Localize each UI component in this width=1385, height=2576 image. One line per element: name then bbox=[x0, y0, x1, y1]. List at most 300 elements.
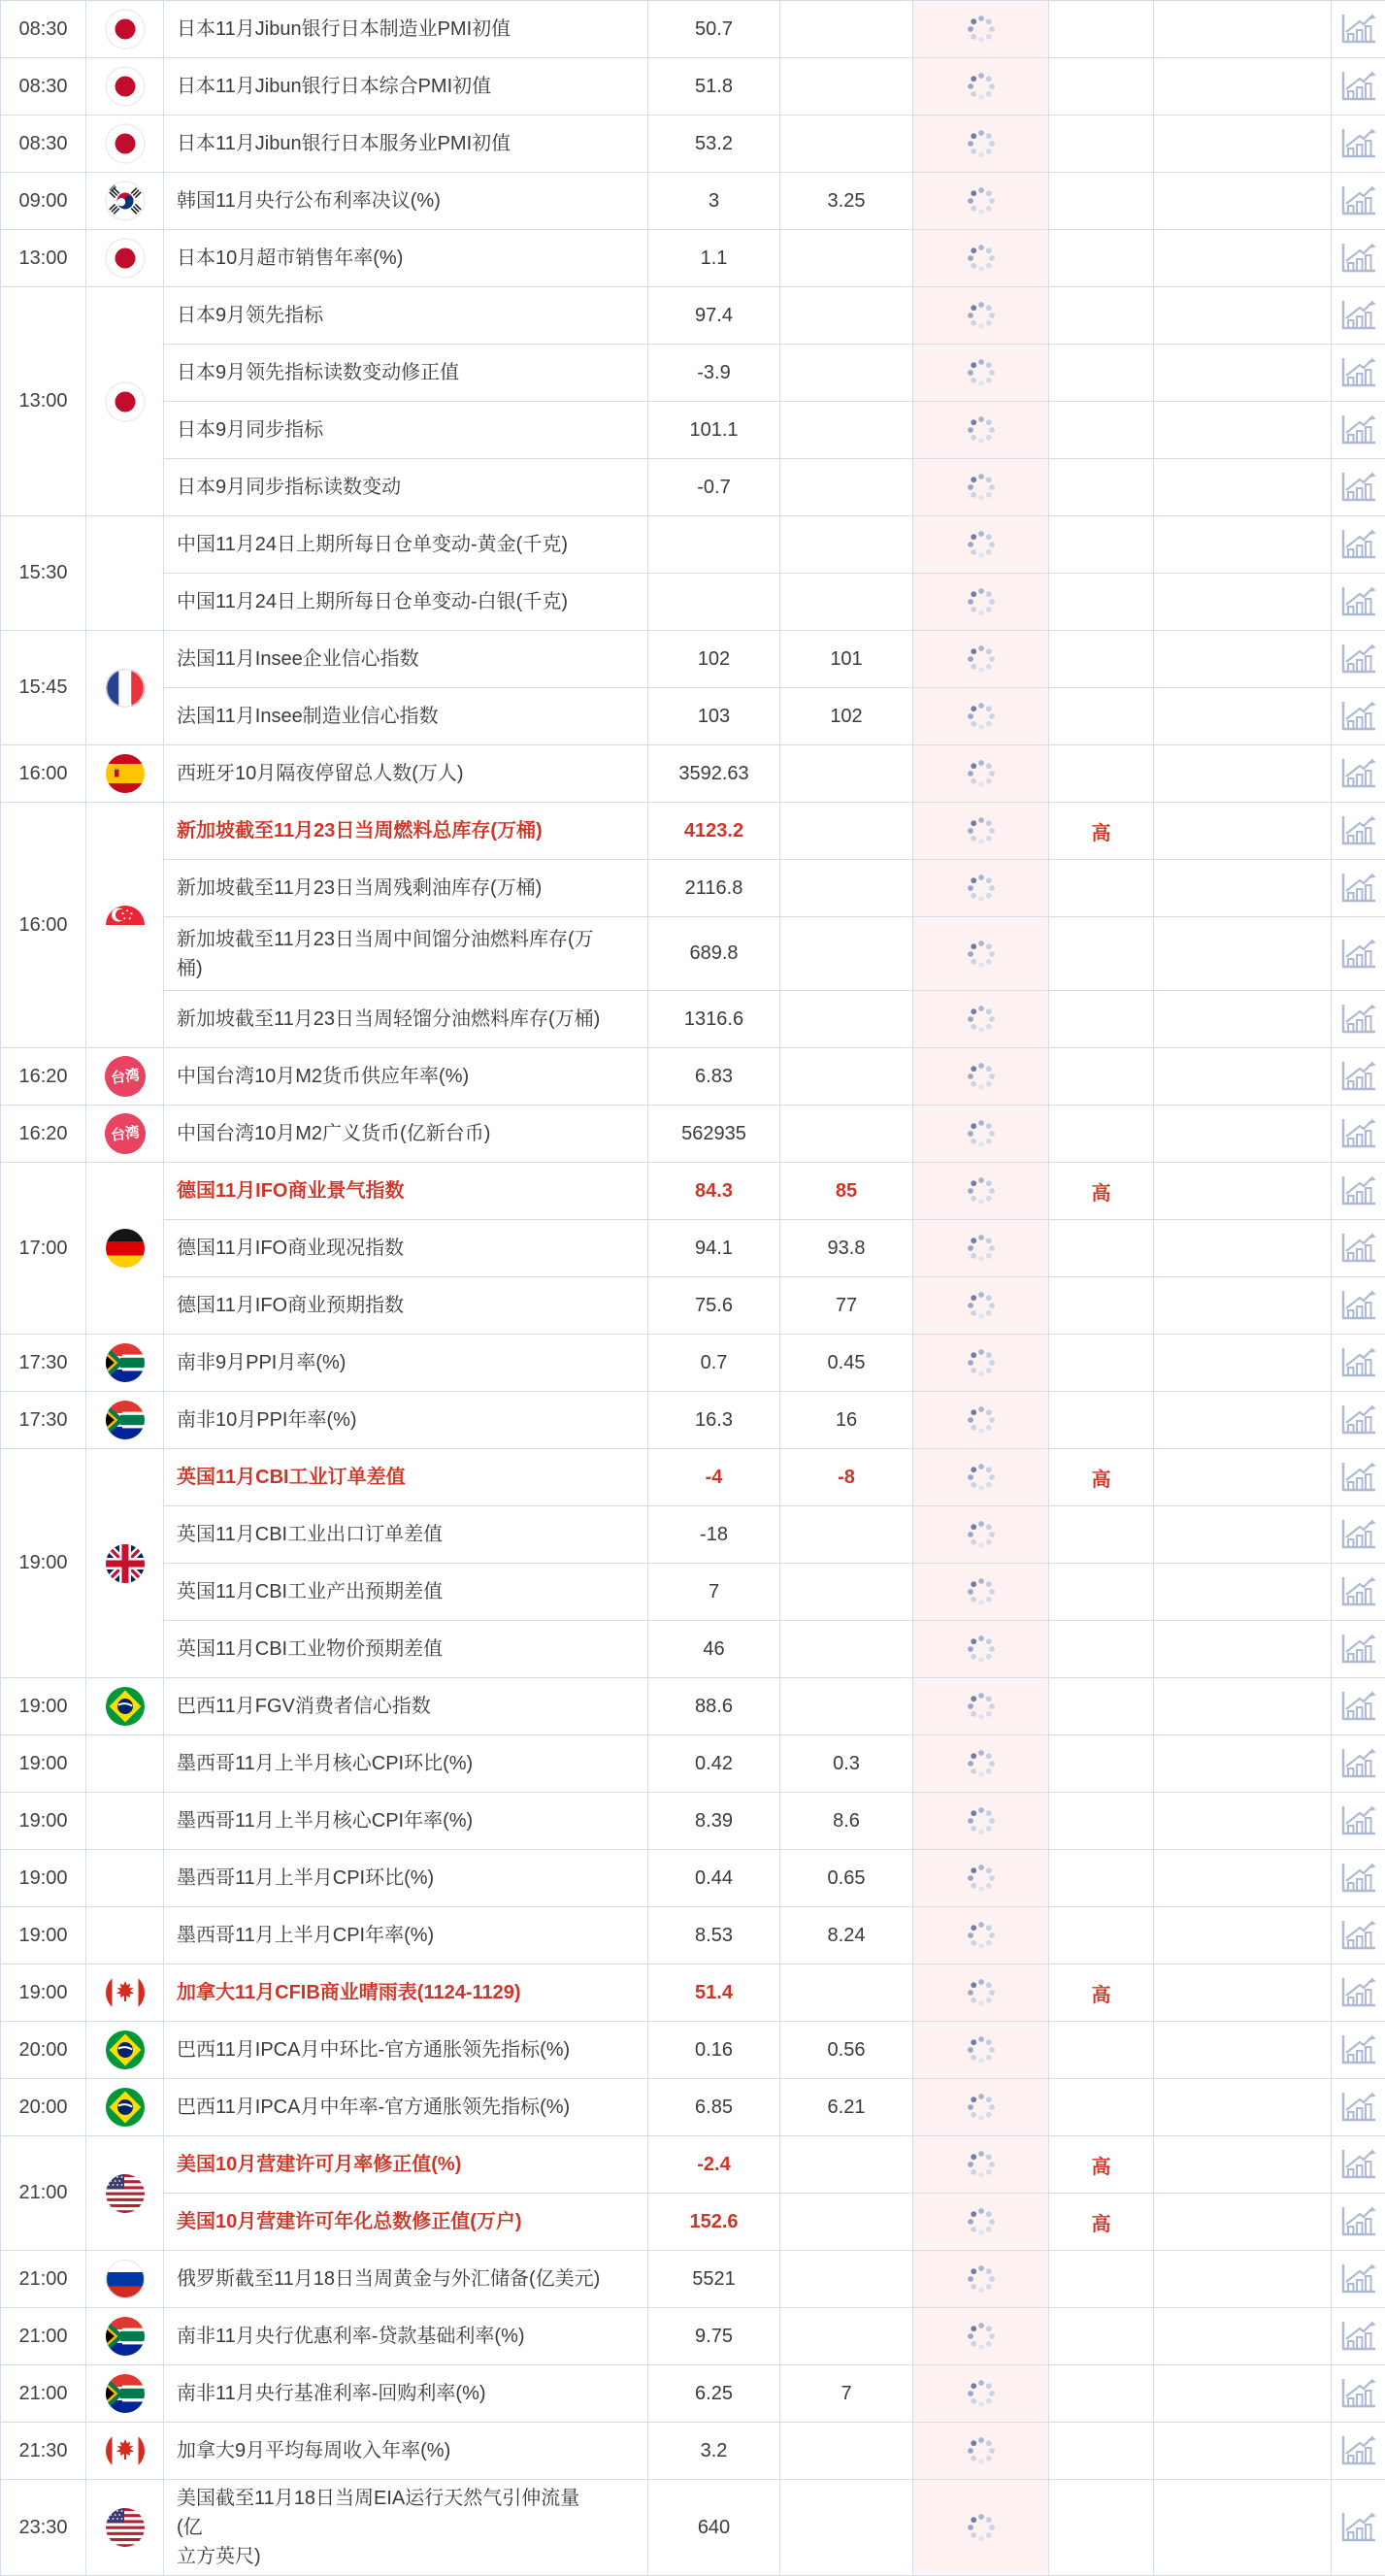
chart-icon[interactable] bbox=[1339, 2204, 1378, 2239]
chart-icon[interactable] bbox=[1339, 470, 1378, 505]
event-name: 日本9月领先指标 bbox=[177, 305, 323, 326]
importance-cell bbox=[1049, 2365, 1154, 2423]
previous-loading-cell bbox=[913, 1793, 1049, 1850]
table-row bbox=[1, 1907, 1385, 1965]
previous-loading-cell bbox=[913, 1678, 1049, 1735]
forecast-cell bbox=[780, 2251, 913, 2308]
event-name: 加拿大9月平均每周收入年率(%) bbox=[177, 2440, 450, 2461]
extra-cell bbox=[1154, 2308, 1332, 2365]
forecast-cell bbox=[780, 1106, 913, 1163]
chart-icon[interactable] bbox=[1339, 241, 1378, 276]
extra-cell bbox=[1154, 574, 1332, 631]
table-row bbox=[1, 1735, 1385, 1793]
chart-cell[interactable] bbox=[1332, 803, 1385, 860]
previous-loading-cell bbox=[913, 1392, 1049, 1449]
chart-icon[interactable] bbox=[1339, 1918, 1378, 1953]
chart-cell[interactable] bbox=[1332, 1735, 1385, 1793]
actual-cell: 97.4 bbox=[648, 287, 780, 345]
importance-cell bbox=[1049, 173, 1154, 230]
extra-cell bbox=[1154, 2079, 1332, 2136]
event-name: 德国11月IFO商业现况指数 bbox=[177, 1238, 404, 1259]
forecast-cell: 0.3 bbox=[780, 1735, 913, 1793]
extra-cell bbox=[1154, 803, 1332, 860]
previous-loading-cell bbox=[913, 991, 1049, 1048]
event-cell bbox=[164, 2308, 648, 2365]
extra-cell bbox=[1154, 2423, 1332, 2480]
event-cell bbox=[164, 173, 648, 230]
actual-cell: 8.39 bbox=[648, 1793, 780, 1850]
importance-cell bbox=[1049, 1392, 1154, 1449]
flag-cell bbox=[86, 1335, 164, 1392]
importance-cell bbox=[1049, 1678, 1154, 1735]
chart-cell[interactable] bbox=[1332, 1564, 1385, 1621]
time-cell: 16:00 bbox=[1, 803, 86, 1048]
chart-icon[interactable] bbox=[1339, 183, 1378, 218]
event-name: 南非10月PPI年率(%) bbox=[177, 1409, 357, 1431]
chart-cell[interactable] bbox=[1332, 2251, 1385, 2308]
event-cell bbox=[164, 2365, 648, 2423]
forecast-cell bbox=[780, 230, 913, 287]
table-row bbox=[1, 2079, 1385, 2136]
chart-cell[interactable] bbox=[1332, 1793, 1385, 1850]
forecast-cell bbox=[780, 459, 913, 516]
chart-cell[interactable] bbox=[1332, 1106, 1385, 1163]
previous-loading-cell bbox=[913, 173, 1049, 230]
time-cell: 08:30 bbox=[1, 1, 86, 58]
loading-spinner-icon bbox=[964, 813, 999, 848]
event-cell bbox=[164, 1735, 648, 1793]
importance-cell bbox=[1049, 1449, 1154, 1506]
previous-loading-cell bbox=[913, 860, 1049, 917]
chart-icon[interactable] bbox=[1339, 2262, 1378, 2296]
loading-spinner-icon bbox=[964, 470, 999, 505]
table-row bbox=[1, 1106, 1385, 1163]
table-row bbox=[1, 345, 1385, 402]
extra-cell bbox=[1154, 1621, 1332, 1678]
chart-icon[interactable] bbox=[1339, 2433, 1378, 2468]
high-importance-badge: 高 bbox=[1092, 823, 1111, 844]
forecast-cell bbox=[780, 1564, 913, 1621]
event-name: 新加坡截至11月23日当周燃料总库存(万桶) bbox=[177, 820, 543, 842]
loading-spinner-icon bbox=[964, 1689, 999, 1724]
loading-spinner-icon bbox=[964, 756, 999, 791]
importance-cell bbox=[1049, 1106, 1154, 1163]
event-cell bbox=[164, 58, 648, 116]
chart-icon[interactable] bbox=[1339, 1231, 1378, 1266]
forecast-cell bbox=[780, 58, 913, 116]
chart-cell[interactable] bbox=[1332, 917, 1385, 991]
chart-icon[interactable] bbox=[1339, 1345, 1378, 1380]
event-cell bbox=[164, 1277, 648, 1335]
chart-icon[interactable] bbox=[1339, 1173, 1378, 1208]
chart-cell[interactable] bbox=[1332, 631, 1385, 688]
importance-cell bbox=[1049, 1163, 1154, 1220]
chart-icon[interactable] bbox=[1339, 413, 1378, 447]
chart-cell[interactable] bbox=[1332, 1965, 1385, 2022]
extra-cell bbox=[1154, 860, 1332, 917]
importance-cell bbox=[1049, 574, 1154, 631]
loading-spinner-icon bbox=[964, 584, 999, 619]
importance-cell bbox=[1049, 1, 1154, 58]
extra-cell bbox=[1154, 991, 1332, 1048]
table-row bbox=[1, 516, 1385, 574]
event-name: 韩国11月央行公布利率决议(%) bbox=[177, 190, 441, 212]
event-cell bbox=[164, 2423, 648, 2480]
chart-cell[interactable] bbox=[1332, 2480, 1385, 2576]
extra-cell bbox=[1154, 1106, 1332, 1163]
previous-loading-cell bbox=[913, 574, 1049, 631]
chart-icon[interactable] bbox=[1339, 1288, 1378, 1323]
chart-icon[interactable] bbox=[1339, 355, 1378, 390]
extra-cell bbox=[1154, 1735, 1332, 1793]
time-cell: 19:00 bbox=[1, 1965, 86, 2022]
actual-cell: 562935 bbox=[648, 1106, 780, 1163]
time-cell: 20:00 bbox=[1, 2022, 86, 2079]
event-name: 法国11月Insee制造业信心指数 bbox=[177, 706, 439, 727]
flag-cell bbox=[86, 1735, 164, 1793]
extra-cell bbox=[1154, 230, 1332, 287]
chart-icon[interactable] bbox=[1339, 937, 1378, 972]
event-cell bbox=[164, 1907, 648, 1965]
chart-icon[interactable] bbox=[1339, 1403, 1378, 1437]
chart-icon[interactable] bbox=[1339, 813, 1378, 848]
loading-spinner-icon bbox=[964, 241, 999, 276]
chart-cell[interactable] bbox=[1332, 1850, 1385, 1907]
chart-icon[interactable] bbox=[1339, 2147, 1378, 2182]
previous-loading-cell bbox=[913, 2423, 1049, 2480]
extra-cell bbox=[1154, 459, 1332, 516]
time-cell: 21:00 bbox=[1, 2308, 86, 2365]
event-cell bbox=[164, 116, 648, 173]
chart-icon[interactable] bbox=[1339, 2510, 1378, 2545]
event-cell bbox=[164, 1335, 648, 1392]
chart-cell[interactable] bbox=[1332, 1, 1385, 58]
table-row bbox=[1, 631, 1385, 688]
time-cell: 17:00 bbox=[1, 1163, 86, 1335]
importance-cell bbox=[1049, 1335, 1154, 1392]
high-importance-badge: 高 bbox=[1092, 2157, 1111, 2178]
table-row bbox=[1, 803, 1385, 860]
table-row bbox=[1, 1965, 1385, 2022]
flag-cell bbox=[86, 1449, 164, 1678]
flag-cell bbox=[86, 745, 164, 803]
chart-cell[interactable] bbox=[1332, 2194, 1385, 2251]
flag-cell bbox=[86, 1163, 164, 1335]
chart-icon[interactable] bbox=[1339, 2090, 1378, 2125]
flag-usa-icon bbox=[104, 2506, 147, 2549]
flag-canada-icon bbox=[104, 2429, 147, 2472]
extra-cell bbox=[1154, 287, 1332, 345]
previous-loading-cell bbox=[913, 1335, 1049, 1392]
chart-cell[interactable] bbox=[1332, 230, 1385, 287]
flag-cell bbox=[86, 516, 164, 631]
loading-spinner-icon bbox=[964, 1231, 999, 1266]
actual-cell: 75.6 bbox=[648, 1277, 780, 1335]
actual-cell: 6.85 bbox=[648, 2079, 780, 2136]
importance-cell bbox=[1049, 516, 1154, 574]
forecast-cell: 8.6 bbox=[780, 1793, 913, 1850]
event-cell bbox=[164, 516, 648, 574]
actual-cell: 2116.8 bbox=[648, 860, 780, 917]
time-cell: 23:30 bbox=[1, 2480, 86, 2576]
chart-cell[interactable] bbox=[1332, 1335, 1385, 1392]
importance-cell bbox=[1049, 2136, 1154, 2194]
loading-spinner-icon bbox=[964, 1345, 999, 1380]
chart-icon[interactable] bbox=[1339, 584, 1378, 619]
chart-icon[interactable] bbox=[1339, 1632, 1378, 1667]
chart-cell[interactable] bbox=[1332, 688, 1385, 745]
event-name: 巴西11月IPCA月中环比-官方通胀领先指标(%) bbox=[177, 2039, 570, 2061]
chart-icon[interactable] bbox=[1339, 126, 1378, 161]
chart-cell[interactable] bbox=[1332, 173, 1385, 230]
chart-cell[interactable] bbox=[1332, 459, 1385, 516]
table-row bbox=[1, 1506, 1385, 1564]
event-name: 南非11月央行基准利率-回购利率(%) bbox=[177, 2383, 486, 2404]
chart-cell[interactable] bbox=[1332, 1277, 1385, 1335]
importance-cell bbox=[1049, 230, 1154, 287]
event-name: 英国11月CBI工业产出预期差值 bbox=[177, 1581, 443, 1602]
extra-cell bbox=[1154, 173, 1332, 230]
event-name: 美国截至11月18日当周EIA运行天然气引伸流量(亿 立方英尺) bbox=[177, 2488, 579, 2567]
chart-cell[interactable] bbox=[1332, 345, 1385, 402]
time-cell: 16:00 bbox=[1, 745, 86, 803]
table-row bbox=[1, 2022, 1385, 2079]
chart-icon[interactable] bbox=[1339, 642, 1378, 677]
actual-cell: 53.2 bbox=[648, 116, 780, 173]
forecast-cell: 7 bbox=[780, 2365, 913, 2423]
forecast-cell: 0.45 bbox=[780, 1335, 913, 1392]
event-cell bbox=[164, 1793, 648, 1850]
previous-loading-cell bbox=[913, 1, 1049, 58]
chart-icon[interactable] bbox=[1339, 871, 1378, 906]
chart-icon[interactable] bbox=[1339, 2032, 1378, 2067]
actual-cell: 1.1 bbox=[648, 230, 780, 287]
chart-icon[interactable] bbox=[1339, 2319, 1378, 2354]
loading-spinner-icon bbox=[964, 2032, 999, 2067]
previous-loading-cell bbox=[913, 516, 1049, 574]
actual-cell: 3592.63 bbox=[648, 745, 780, 803]
chart-cell[interactable] bbox=[1332, 1220, 1385, 1277]
chart-icon[interactable] bbox=[1339, 1689, 1378, 1724]
importance-cell bbox=[1049, 2308, 1154, 2365]
table-row bbox=[1, 116, 1385, 173]
table-row bbox=[1, 1163, 1385, 1220]
flag-cell bbox=[86, 173, 164, 230]
time-cell: 15:30 bbox=[1, 516, 86, 631]
loading-spinner-icon bbox=[964, 355, 999, 390]
flag-cell bbox=[86, 631, 164, 745]
table-row bbox=[1, 1220, 1385, 1277]
extra-cell bbox=[1154, 1965, 1332, 2022]
importance-cell bbox=[1049, 991, 1154, 1048]
event-cell bbox=[164, 2194, 648, 2251]
importance-cell bbox=[1049, 2251, 1154, 2308]
forecast-cell bbox=[780, 116, 913, 173]
actual-cell: 84.3 bbox=[648, 1163, 780, 1220]
flag-cell bbox=[86, 1850, 164, 1907]
time-cell: 21:00 bbox=[1, 2365, 86, 2423]
forecast-cell bbox=[780, 991, 913, 1048]
table-row bbox=[1, 1678, 1385, 1735]
actual-cell: 3 bbox=[648, 173, 780, 230]
actual-cell: 689.8 bbox=[648, 917, 780, 991]
flag-south-africa-icon bbox=[104, 2315, 147, 2358]
actual-cell: 3.2 bbox=[648, 2423, 780, 2480]
chart-cell[interactable] bbox=[1332, 2423, 1385, 2480]
table-row bbox=[1, 1, 1385, 58]
flag-cell bbox=[86, 287, 164, 516]
chart-icon[interactable] bbox=[1339, 2376, 1378, 2411]
chart-cell[interactable] bbox=[1332, 402, 1385, 459]
forecast-cell bbox=[780, 1, 913, 58]
chart-icon[interactable] bbox=[1339, 1460, 1378, 1495]
chart-icon[interactable] bbox=[1339, 756, 1378, 791]
time-cell: 15:45 bbox=[1, 631, 86, 745]
extra-cell bbox=[1154, 1907, 1332, 1965]
table-row bbox=[1, 991, 1385, 1048]
chart-icon[interactable] bbox=[1339, 1803, 1378, 1838]
table-row bbox=[1, 688, 1385, 745]
previous-loading-cell bbox=[913, 2308, 1049, 2365]
time-cell: 19:00 bbox=[1, 1449, 86, 1678]
chart-cell[interactable] bbox=[1332, 1392, 1385, 1449]
importance-cell bbox=[1049, 1850, 1154, 1907]
importance-cell bbox=[1049, 402, 1154, 459]
actual-cell: 102 bbox=[648, 631, 780, 688]
table-row bbox=[1, 2136, 1385, 2194]
importance-cell bbox=[1049, 459, 1154, 516]
loading-spinner-icon bbox=[964, 2147, 999, 2182]
chart-cell[interactable] bbox=[1332, 2136, 1385, 2194]
previous-loading-cell bbox=[913, 459, 1049, 516]
extra-cell bbox=[1154, 516, 1332, 574]
chart-cell[interactable] bbox=[1332, 1907, 1385, 1965]
chart-cell[interactable] bbox=[1332, 1048, 1385, 1106]
chart-cell[interactable] bbox=[1332, 1163, 1385, 1220]
forecast-cell: 93.8 bbox=[780, 1220, 913, 1277]
flag-japan-icon bbox=[104, 237, 147, 280]
previous-loading-cell bbox=[913, 631, 1049, 688]
chart-icon[interactable] bbox=[1339, 1746, 1378, 1781]
chart-icon[interactable] bbox=[1339, 1002, 1378, 1037]
time-cell: 21:00 bbox=[1, 2251, 86, 2308]
chart-icon[interactable] bbox=[1339, 1116, 1378, 1151]
time-cell: 17:30 bbox=[1, 1335, 86, 1392]
chart-cell[interactable] bbox=[1332, 2308, 1385, 2365]
chart-icon[interactable] bbox=[1339, 527, 1378, 562]
loading-spinner-icon bbox=[964, 1975, 999, 2010]
flag-cell bbox=[86, 2423, 164, 2480]
flag-cell bbox=[86, 803, 164, 1048]
chart-icon[interactable] bbox=[1339, 1059, 1378, 1094]
flag-cell bbox=[86, 1106, 164, 1163]
chart-cell[interactable] bbox=[1332, 116, 1385, 173]
chart-icon[interactable] bbox=[1339, 12, 1378, 47]
time-cell: 19:00 bbox=[1, 1907, 86, 1965]
flag-south-africa-icon bbox=[104, 1399, 147, 1441]
flag-cell bbox=[86, 58, 164, 116]
extra-cell bbox=[1154, 1506, 1332, 1564]
event-cell bbox=[164, 230, 648, 287]
forecast-cell: 6.21 bbox=[780, 2079, 913, 2136]
actual-cell: 4123.2 bbox=[648, 803, 780, 860]
chart-icon[interactable] bbox=[1339, 298, 1378, 333]
event-name: 法国11月Insee企业信心指数 bbox=[177, 648, 419, 670]
chart-cell[interactable] bbox=[1332, 1678, 1385, 1735]
event-cell bbox=[164, 1220, 648, 1277]
chart-cell[interactable] bbox=[1332, 860, 1385, 917]
actual-cell: 94.1 bbox=[648, 1220, 780, 1277]
loading-spinner-icon bbox=[964, 69, 999, 104]
chart-icon[interactable] bbox=[1339, 1517, 1378, 1552]
actual-cell: 0.42 bbox=[648, 1735, 780, 1793]
chart-cell[interactable] bbox=[1332, 2365, 1385, 2423]
forecast-cell bbox=[780, 516, 913, 574]
time-cell: 16:20 bbox=[1, 1048, 86, 1106]
chart-cell[interactable] bbox=[1332, 58, 1385, 116]
chart-cell[interactable] bbox=[1332, 574, 1385, 631]
chart-cell[interactable] bbox=[1332, 991, 1385, 1048]
extra-cell bbox=[1154, 1850, 1332, 1907]
table-row bbox=[1, 2308, 1385, 2365]
flag-japan-icon bbox=[104, 8, 147, 50]
previous-loading-cell bbox=[913, 1907, 1049, 1965]
actual-cell: 46 bbox=[648, 1621, 780, 1678]
event-cell bbox=[164, 745, 648, 803]
flag-uk-icon bbox=[104, 1542, 147, 1585]
actual-cell: 6.83 bbox=[648, 1048, 780, 1106]
importance-cell bbox=[1049, 1793, 1154, 1850]
chart-icon[interactable] bbox=[1339, 1574, 1378, 1609]
event-name: 日本9月同步指标读数变动 bbox=[177, 477, 401, 498]
chart-cell[interactable] bbox=[1332, 516, 1385, 574]
flag-taiwan-icon: 台湾 bbox=[102, 1053, 148, 1099]
event-name: 南非9月PPI月率(%) bbox=[177, 1352, 346, 1373]
table-row bbox=[1, 1392, 1385, 1449]
actual-cell: 0.7 bbox=[648, 1335, 780, 1392]
chart-icon[interactable] bbox=[1339, 69, 1378, 104]
forecast-cell: 77 bbox=[780, 1277, 913, 1335]
event-cell bbox=[164, 2079, 648, 2136]
event-name: 墨西哥11月上半月CPI环比(%) bbox=[177, 1867, 434, 1889]
loading-spinner-icon bbox=[964, 871, 999, 906]
chart-cell[interactable] bbox=[1332, 1506, 1385, 1564]
previous-loading-cell bbox=[913, 1564, 1049, 1621]
table-row bbox=[1, 917, 1385, 991]
chart-cell[interactable] bbox=[1332, 2022, 1385, 2079]
importance-cell bbox=[1049, 1048, 1154, 1106]
high-importance-badge: 高 bbox=[1092, 1985, 1111, 2006]
chart-cell[interactable] bbox=[1332, 1621, 1385, 1678]
extra-cell bbox=[1154, 1220, 1332, 1277]
forecast-cell: 16 bbox=[780, 1392, 913, 1449]
loading-spinner-icon bbox=[964, 413, 999, 447]
chart-cell[interactable] bbox=[1332, 745, 1385, 803]
loading-spinner-icon bbox=[964, 1059, 999, 1094]
forecast-cell bbox=[780, 2308, 913, 2365]
previous-loading-cell bbox=[913, 345, 1049, 402]
chart-icon[interactable] bbox=[1339, 699, 1378, 734]
chart-icon[interactable] bbox=[1339, 1975, 1378, 2010]
chart-cell[interactable] bbox=[1332, 287, 1385, 345]
extra-cell bbox=[1154, 1678, 1332, 1735]
actual-cell: -3.9 bbox=[648, 345, 780, 402]
chart-cell[interactable] bbox=[1332, 1449, 1385, 1506]
chart-icon[interactable] bbox=[1339, 1861, 1378, 1896]
extra-cell bbox=[1154, 345, 1332, 402]
chart-cell[interactable] bbox=[1332, 2079, 1385, 2136]
actual-cell: 8.53 bbox=[648, 1907, 780, 1965]
